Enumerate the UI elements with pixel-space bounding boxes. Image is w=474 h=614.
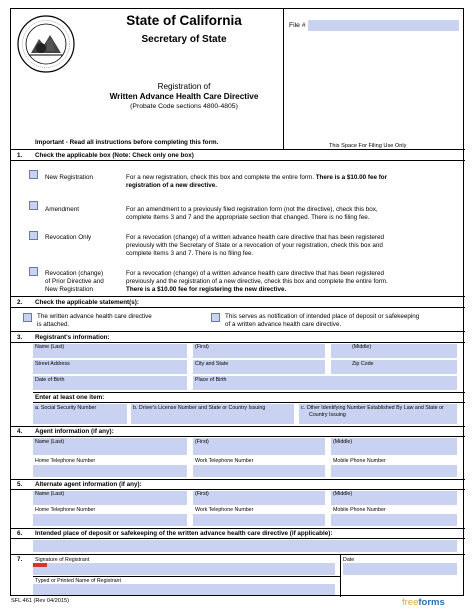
option-revocation-change-desc-line2: previously and the registration of a new directive, check this box and complete the entire form. <box>126 278 388 285</box>
divider <box>11 426 465 427</box>
divider <box>11 160 465 161</box>
divider <box>340 554 341 597</box>
section-4-heading: Agent information (if any): <box>35 428 114 435</box>
state-title: State of California <box>126 13 242 28</box>
important-notice: Important - Read all instructions before completing this form. <box>35 139 219 146</box>
divider <box>11 149 465 150</box>
agent-first-name-field[interactable] <box>193 438 325 455</box>
registrant-zip-field[interactable] <box>331 360 457 374</box>
divider <box>11 331 465 332</box>
file-number-field[interactable] <box>308 20 459 31</box>
section-7-number: 7. <box>17 556 23 563</box>
section-6-heading: Intended place of deposit or safekeeping of the written advance health care directive (if applicable): <box>35 530 333 537</box>
agent-name-label: Name (Last) <box>35 439 65 445</box>
alt-agent-mobile-phone-field[interactable] <box>331 514 457 526</box>
option-revocation-change-line3: New Registration <box>45 286 93 293</box>
divider <box>33 576 340 577</box>
pob-label: Place of Birth <box>195 377 227 383</box>
zip-code-label: Zip Code <box>352 361 374 367</box>
divider <box>11 528 465 529</box>
drivers-license-label: b. Driver's License Number and State or Country Issuing <box>133 405 266 411</box>
enter-one-item-label: Enter at least one item: <box>35 394 105 401</box>
option-amendment-desc-line2: complete Items 3 and 7 and the appropriate section that changed. There is no filing fee. <box>126 214 370 221</box>
agent-work-phone-label: Work Telephone Number <box>195 458 254 464</box>
section-4-number: 4. <box>17 428 23 435</box>
freeforms-logo: freeforms <box>402 597 445 608</box>
alt-agent-first-name-field[interactable] <box>193 491 325 505</box>
registrant-first-name-field[interactable] <box>193 344 325 358</box>
option-revocation-change-desc-line3: There is a $10.00 fee for registering the new directive. <box>126 286 287 293</box>
registrant-name-label: Name (Last) <box>35 344 65 350</box>
section-3-heading: Registrant's information: <box>35 334 110 341</box>
section-2-heading: Check the applicable statement(s): <box>35 299 139 306</box>
divider <box>11 307 465 308</box>
option-new-desc-line2: registration of a new directive. <box>126 182 217 189</box>
statement-notification-line2: of a written advance health care directive. <box>225 321 342 328</box>
registration-form <box>10 8 464 596</box>
divider <box>11 554 465 555</box>
california-state-seal <box>17 15 75 73</box>
filing-use-label: This Space For Filing Use Only <box>329 143 407 149</box>
alt-agent-first-label: (First) <box>195 491 209 497</box>
other-id-label-line1: c. Other Identifying Number Established By Law and State or <box>301 405 444 411</box>
checkbox-revocation-only[interactable] <box>29 231 38 240</box>
city-state-label: City and State <box>195 361 229 367</box>
alt-agent-middle-label: (Middle) <box>333 491 353 497</box>
divider <box>33 392 465 393</box>
form-title-line3: (Probate Code sections 4800-4805) <box>130 103 238 110</box>
divider <box>11 436 465 437</box>
signature-flag-icon <box>33 563 47 567</box>
ssn-label: a. Social Security Number <box>35 405 97 411</box>
section-1-heading: Check the applicable box (Note: Check only one box) <box>35 152 194 159</box>
divider <box>11 296 465 297</box>
secretary-title: Secretary of State <box>141 34 227 45</box>
alt-agent-work-phone-field[interactable] <box>193 514 325 526</box>
header-divider <box>283 9 284 149</box>
alt-agent-name-label: Name (Last) <box>35 491 65 497</box>
section-2-number: 2. <box>17 299 23 306</box>
option-new-desc-line1: For a new registration, check this box and complete the entire form. There is a $10.00 fee for <box>126 174 388 181</box>
statement-notification-line1: This serves as notification of intended place of deposit or safekeeping <box>225 313 420 320</box>
checkbox-amendment[interactable] <box>29 201 38 210</box>
divider <box>11 489 465 490</box>
agent-mobile-phone-label: Mobile Phone Number <box>333 458 386 464</box>
section-1-number: 1. <box>17 152 23 159</box>
agent-mobile-phone-field[interactable] <box>331 465 457 477</box>
alt-agent-home-phone-label: Home Telephone Number <box>35 507 96 513</box>
dob-label: Date of Birth <box>35 377 65 383</box>
registrant-pob-field[interactable] <box>193 376 457 390</box>
typed-name-field[interactable] <box>33 584 335 595</box>
statement-attached-line2: is attached. <box>37 321 70 328</box>
checkbox-new-registration[interactable] <box>29 170 38 179</box>
agent-work-phone-field[interactable] <box>193 465 325 477</box>
alt-agent-home-phone-field[interactable] <box>33 514 187 526</box>
deposit-place-field[interactable] <box>33 540 457 552</box>
date-label: Date <box>343 557 355 563</box>
alt-agent-work-phone-label: Work Telephone Number <box>195 507 254 513</box>
option-revocation-change-desc-line1: For a revocation (change) of a written advance health care directive that has been registered <box>126 270 384 277</box>
form-id: SFL 461 (Rev 04/2015) <box>11 598 69 604</box>
option-new-registration: New Registration <box>45 174 93 181</box>
typed-name-label: Typed or Printed Name of Registrant <box>35 578 121 584</box>
signature-field[interactable] <box>33 563 335 575</box>
signature-label: Signature of Registrant <box>35 557 90 563</box>
section-3-number: 3. <box>17 334 23 341</box>
option-revocation-change-line1: Revocation (change) <box>45 270 104 277</box>
checkbox-notification[interactable] <box>211 313 220 322</box>
other-id-label-line2: Country Issuing <box>309 412 346 418</box>
agent-home-phone-field[interactable] <box>33 465 187 477</box>
date-field[interactable] <box>343 563 457 575</box>
divider <box>11 479 465 480</box>
registrant-middle-label: (Middle) <box>352 344 372 350</box>
divider <box>33 402 465 403</box>
statement-attached-line1: The written advance health care directive <box>37 313 152 320</box>
option-revocation-change-line2: of Prior Directive and <box>45 278 104 285</box>
alt-agent-mobile-phone-label: Mobile Phone Number <box>333 507 386 513</box>
file-number-label: File # <box>289 22 306 29</box>
section-5-number: 5. <box>17 481 23 488</box>
form-title-line1: Registration of <box>157 82 211 91</box>
agent-home-phone-label: Home Telephone Number <box>35 458 96 464</box>
option-revocation-desc-line3: complete Items 3 and 7. There is no filing fee. <box>126 250 254 257</box>
form-title-line2: Written Advance Health Care Directive <box>109 92 259 101</box>
option-revocation-desc-line1: For a revocation (change) of a written advance health care directive that has been registered <box>126 234 384 241</box>
agent-middle-label: (Middle) <box>333 439 353 445</box>
section-5-heading: Alternate agent information (if any): <box>35 481 142 488</box>
checkbox-revocation-new-registration[interactable] <box>29 267 38 276</box>
registrant-middle-name-field[interactable] <box>331 344 457 358</box>
option-amendment-desc-line1: For an amendment to a previously filed registration form (not the directive), check this box, <box>126 206 378 213</box>
agent-first-label: (First) <box>195 439 209 445</box>
street-address-label: Street Address <box>35 361 70 367</box>
option-revocation-desc-line2: previously with the Secretary of State or a revocation of your registration, check this box and <box>126 242 383 249</box>
section-6-number: 6. <box>17 530 23 537</box>
option-amendment: Amendment <box>45 206 79 213</box>
registrant-first-label: (First) <box>195 344 209 350</box>
divider <box>11 342 465 343</box>
checkbox-directive-attached[interactable] <box>23 313 32 322</box>
option-revocation-only: Revocation Only <box>45 234 92 241</box>
divider <box>11 538 465 539</box>
